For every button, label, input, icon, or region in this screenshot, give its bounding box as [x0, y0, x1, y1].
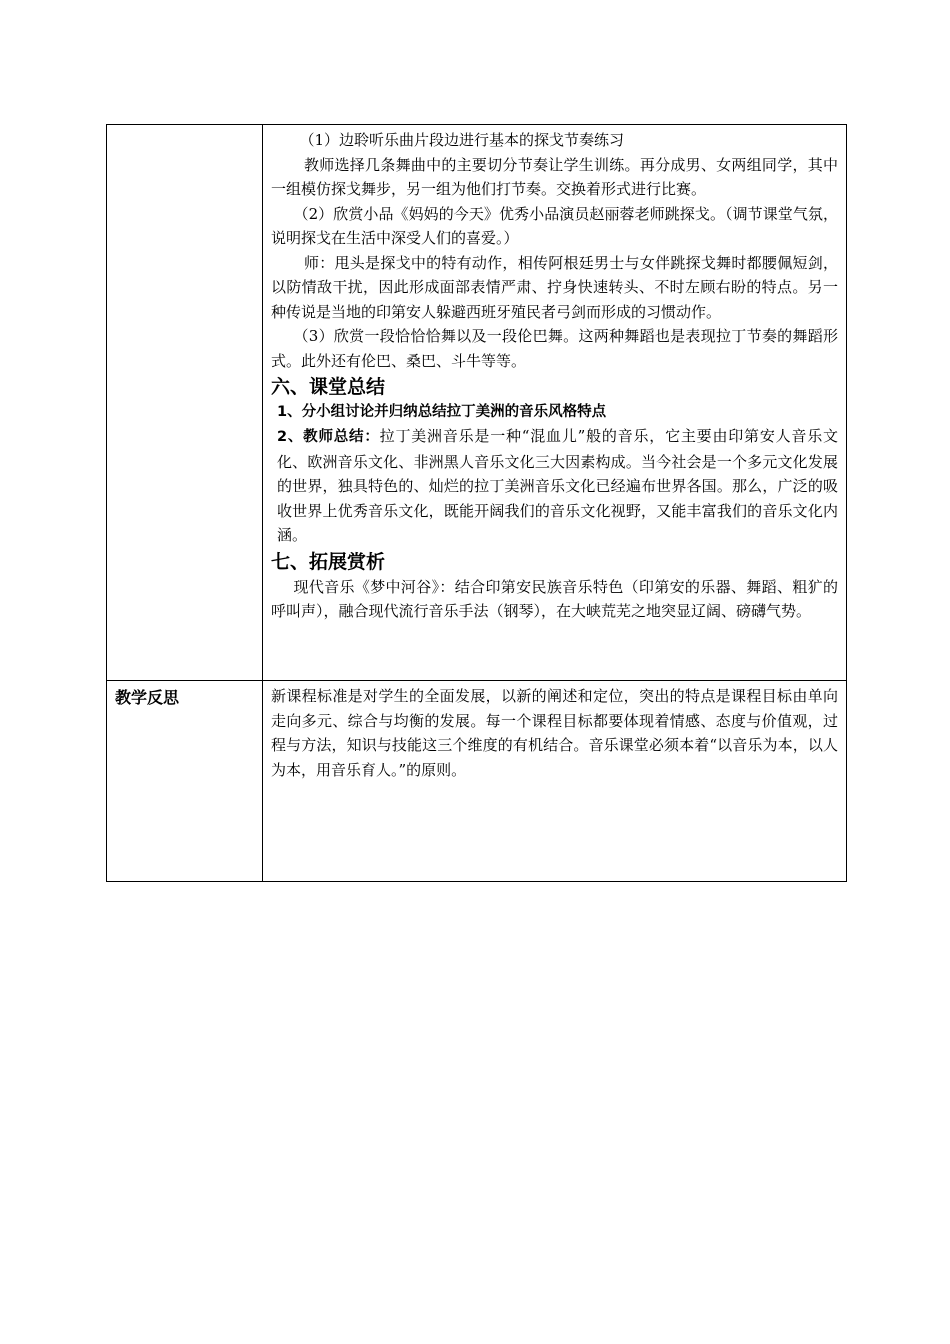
section6-heading: 六、课堂总结	[271, 376, 386, 398]
empty-label-cell	[107, 125, 263, 681]
section6-item1: 1、分小组讨论并归纳总结拉丁美洲的音乐风格特点	[277, 404, 607, 420]
reflection-body: 新课程标准是对学生的全面发展，以新的阐述和定位，突出的特点是课程目标由单向走向多元、综合与均衡的发展。每一个课程目标都要体现着情感、态度与价值观，过程与方法，知识与技能这三个维度的有机结合。音乐课堂必须本着“以音乐为本，以人为本，用音乐育人。”的原则。	[271, 687, 838, 779]
section6-item2	[271, 424, 838, 548]
teacher-note: 师：甩头是探戈中的特有动作，相传阿根廷男士与女伴跳探戈舞时都腰佩短剑，以防情敌干扰，因此形成面部表情严肃、拧身快速转头、不时左顾右盼的特点。另一种传说是当地的印第安人躲避西班牙殖民者弓剑而形成的习惯动作。	[271, 253, 838, 321]
reflection-row	[107, 681, 847, 882]
reflection-cell	[263, 681, 847, 882]
activity3: （3）欣赏一段恰恰恰舞以及一段伦巴舞。这两种舞蹈也是表现拉丁节奏的舞蹈形式。此外还有伦巴、桑巴、斗牛等等。	[271, 327, 838, 370]
activity1-body: 教师选择几条舞曲中的主要切分节奏让学生训练。再分成男、女两组同学，其中一组模仿探戈舞步，另一组为他们打节奏。交换着形式进行比赛。	[271, 155, 838, 198]
section7-body: 现代音乐《梦中河谷》：结合印第安民族音乐特色（印第安的乐器、舞蹈、粗犷的呼叫声），融合现代流行音乐手法（钢琴），在大峡荒芜之地突显辽阔、磅礴气势。	[271, 577, 838, 620]
lesson-process-row	[107, 125, 847, 681]
reflection-label: 教学反思	[107, 681, 263, 882]
section6-item2-body: 拉丁美洲音乐是一种“混血儿”般的音乐，它主要由印第安人音乐文化、欧洲音乐文化、非洲黑人音乐文化三大因素构成。当今社会是一个多元文化发展的世界，独具特色的、灿烂的拉丁美洲音乐文化已经遍布世界各国。那么，广泛的吸收世界上优秀音乐文化，既能开阔我们的音乐文化视野，又能丰富我们的音乐文化内涵。	[277, 427, 839, 544]
activity2: （2）欣赏小品《妈妈的今天》优秀小品演员赵丽蓉老师跳探戈。（调节课堂气氛，说明探戈在生活中深受人们的喜爱。）	[271, 204, 838, 247]
lesson-plan-table	[106, 124, 847, 882]
section7-heading: 七、拓展赏析	[271, 550, 386, 573]
activity1-title: （1）边聆听乐曲片段边进行基本的探戈节奏练习	[299, 131, 625, 149]
section6-item2-lead: 2、教师总结：	[277, 429, 380, 445]
lesson-content-cell	[263, 125, 847, 681]
